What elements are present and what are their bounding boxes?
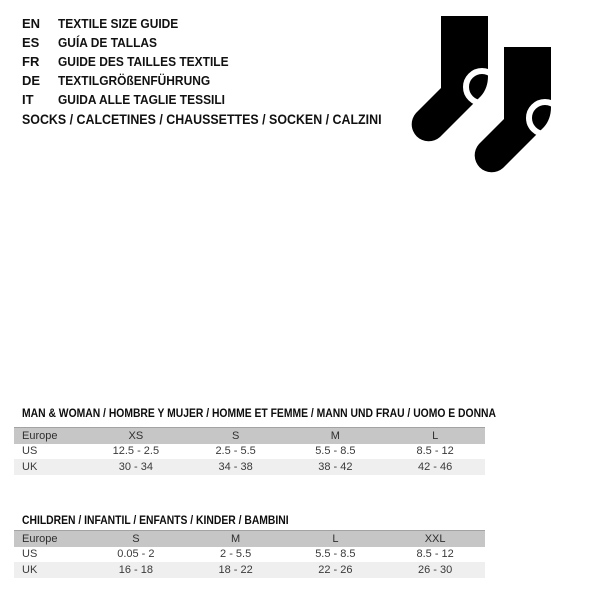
table-row	[14, 547, 485, 562]
column-header: XS	[128, 430, 144, 442]
row-label: US	[22, 445, 38, 457]
table-header-row	[14, 427, 485, 444]
language-code: FR	[22, 54, 40, 69]
column-header: L	[332, 533, 339, 545]
size-cell: 2 - 5.5	[220, 548, 252, 560]
table-row	[14, 562, 485, 578]
row-label: UK	[22, 461, 38, 473]
column-header: S	[132, 533, 140, 545]
size-cell: 5.5 - 8.5	[315, 445, 356, 457]
children-table-title	[22, 515, 318, 527]
column-header: M	[330, 430, 340, 442]
size-cell: 34 - 38	[218, 461, 253, 473]
size-cell: 5.5 - 8.5	[315, 548, 356, 560]
table-row	[14, 459, 485, 475]
column-header: Europe	[22, 430, 58, 442]
language-row	[22, 14, 243, 33]
language-list	[22, 14, 243, 109]
children-table-title-text: CHILDREN / INFANTIL / ENFANTS / KINDER / BAMBINI	[22, 515, 289, 527]
size-cell: 22 - 26	[318, 564, 353, 576]
category-title-text: SOCKS / CALCETINES / CHAUSSETTES / SOCKEN / CALZINI	[22, 112, 382, 127]
language-code: EN	[22, 16, 41, 31]
row-label: UK	[22, 564, 38, 576]
socks-icon	[406, 12, 566, 182]
adults-size-table	[14, 427, 485, 475]
column-header: S	[231, 430, 240, 442]
column-header: XXL	[424, 533, 446, 545]
language-label: TEXTILGRÖßENFÜHRUNG	[58, 73, 211, 88]
row-label: US	[22, 548, 38, 560]
children-size-table	[14, 530, 485, 578]
size-cell: 12.5 - 2.5	[112, 445, 160, 457]
size-cell: 42 - 46	[418, 461, 453, 473]
sock-back-shape	[412, 16, 488, 141]
language-code: DE	[22, 73, 41, 88]
table-row	[14, 444, 485, 459]
language-code: ES	[22, 35, 40, 50]
size-cell: 26 - 30	[418, 564, 453, 576]
size-cell: 2.5 - 5.5	[215, 445, 256, 457]
language-code: IT	[22, 92, 34, 107]
language-row	[22, 52, 243, 71]
language-label: TEXTILE SIZE GUIDE	[58, 16, 179, 31]
size-cell: 8.5 - 12	[416, 548, 454, 560]
language-row	[22, 90, 243, 109]
language-row	[22, 33, 243, 52]
category-title	[22, 112, 413, 127]
language-row	[22, 71, 243, 90]
language-label: GUIDA ALLE TAGLIE TESSILI	[58, 92, 226, 107]
language-label: GUIDE DES TAILLES TEXTILE	[58, 54, 229, 69]
adults-table-title	[22, 408, 549, 420]
column-header: Europe	[22, 533, 58, 545]
size-cell: 0.05 - 2	[117, 548, 155, 560]
adults-table-title-text: MAN & WOMAN / HOMBRE Y MUJER / HOMME ET FEMME / MANN UND FRAU / UOMO E DONNA	[22, 408, 496, 420]
table-header-row	[14, 530, 485, 547]
size-cell: 8.5 - 12	[416, 445, 454, 457]
size-cell: 38 - 42	[318, 461, 353, 473]
size-cell: 16 - 18	[118, 564, 153, 576]
column-header: L	[432, 430, 439, 442]
size-cell: 18 - 22	[218, 564, 253, 576]
language-label: GUÍA DE TALLAS	[58, 35, 158, 50]
size-cell: 30 - 34	[118, 461, 153, 473]
column-header: M	[231, 533, 241, 545]
